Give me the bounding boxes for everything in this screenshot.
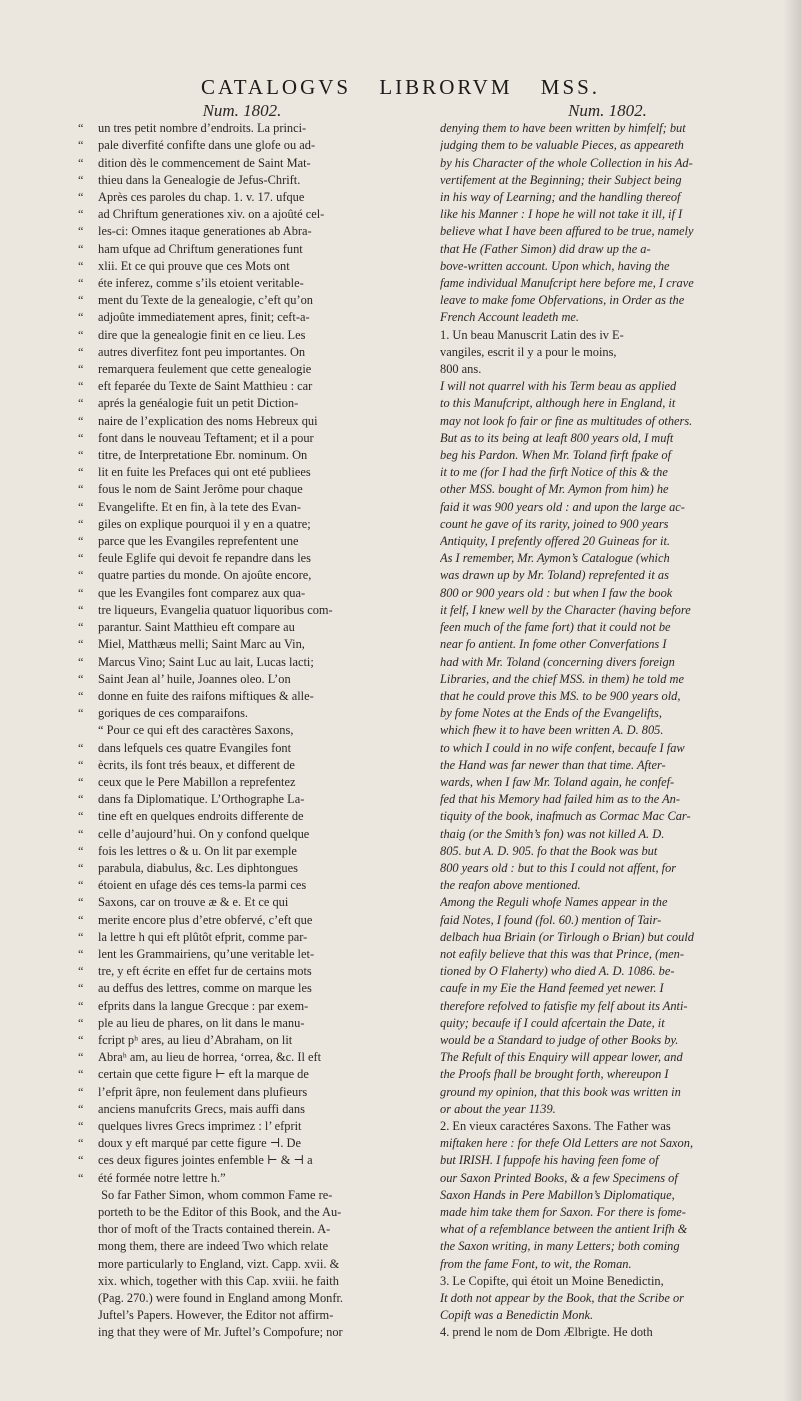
text-line: vangiles, escrit il y a pour le moins,	[440, 344, 617, 359]
text-line: quity; becaufe if I could afcertain the Date, it	[440, 1015, 665, 1030]
text-line: wards, when I faw Mr. Toland again, he confef-	[440, 774, 675, 789]
quote-mark: “	[78, 430, 84, 445]
text-line: would be a Standard to judge of other Books by.	[440, 1032, 679, 1047]
text-line	[78, 654, 406, 671]
text-line	[78, 258, 406, 275]
line-text: étoient en ufage dés ces tems-la parmi ces	[98, 878, 307, 893]
text-line	[78, 1221, 406, 1238]
line-text: ple au lieu de phares, on lit dans le manu-	[98, 1015, 305, 1030]
text-line	[78, 602, 406, 619]
quote-mark: “	[78, 190, 84, 205]
text-line: ground my opinion, that this book was written in	[440, 1084, 681, 1099]
text-line	[78, 1135, 406, 1152]
line-text: pale diverfité confifte dans une glofe ou ad-	[98, 138, 316, 153]
line-text: giles on explique pourquoi il y en a quatre;	[98, 516, 311, 531]
line-text: celle d’aujourd’hui. On y confond quelque	[98, 826, 310, 841]
line-text: font dans le nouveau Teftament; et il a pour	[98, 430, 314, 445]
quote-mark: “	[78, 706, 84, 721]
line-text: more particularly to England, vizt. Capp. xvii. &	[98, 1256, 340, 1271]
quote-mark: “	[78, 241, 84, 256]
text-line	[78, 894, 406, 911]
line-text: dans fa Diplomatique. L’Orthographe La-	[98, 792, 305, 807]
line-text: Abraʰ am, au lieu de horrea, ʻorrea, &c. Il eft	[98, 1050, 322, 1065]
text-line: the Hand was far newer than that time. After-	[440, 757, 666, 772]
text-line: believe what I have been affured to be true, namely	[440, 224, 694, 239]
text-line: 805. but A. D. 905. fo that the Book was but	[440, 843, 658, 858]
quote-mark: “	[78, 671, 84, 686]
quote-mark: “	[78, 946, 84, 961]
line-text: xix. which, together with this Cap. xviii. he faith	[98, 1273, 339, 1288]
text-line: miftaken here : for thefe Old Letters are not Saxon,	[440, 1136, 694, 1151]
line-text: lit en fuite les Prefaces qui ont eté publiees	[98, 465, 311, 480]
line-text: eft feparée du Texte de Saint Matthieu : car	[98, 379, 313, 394]
text-line: near fo antient. In fome other Converfations I	[440, 637, 667, 652]
text-line: therefore refolved to fatisfie my felf about its Anti-	[440, 998, 688, 1013]
text-line	[78, 1273, 406, 1290]
line-text: certain que cette figure ⊢ eft la marque de	[98, 1067, 309, 1082]
text-line: delbach hua Briain (or Tirlough o Brian) but could	[440, 929, 695, 944]
text-line	[78, 946, 406, 963]
text-line: bove-written account. Upon which, having the	[440, 258, 670, 273]
text-line: by his Character of the whole Collection in his Ad-	[440, 155, 693, 170]
quote-mark: “	[78, 585, 84, 600]
text-line	[78, 843, 406, 860]
text-line: I will not quarrel with his Term beau as applied	[440, 379, 677, 394]
quote-mark: “	[78, 138, 84, 153]
text-line	[78, 808, 406, 825]
text-line: It doth not appear by the Book, that the Scribe or	[440, 1291, 684, 1306]
quote-mark: “	[78, 121, 84, 136]
text-line	[78, 1152, 406, 1169]
line-text: quelques livres Grecs imprimez : l’ efprit	[98, 1118, 302, 1133]
text-line	[78, 791, 406, 808]
quote-mark: “	[78, 1153, 84, 1168]
line-text: ces deux figures jointes enfemble ⊢ & ⊣ a	[98, 1153, 313, 1168]
quote-mark: “	[78, 465, 84, 480]
text-line: But as to its being at leaft 800 years old, I muft	[440, 430, 674, 445]
text-line	[78, 1324, 406, 1341]
text-line	[78, 550, 406, 567]
header-catalogvs: CATALOGVS	[200, 75, 352, 99]
text-line	[78, 1307, 406, 1324]
quote-mark: “	[78, 792, 84, 807]
quote-mark: “	[78, 964, 84, 979]
quote-mark: “	[78, 379, 84, 394]
text-line: the reafon above mentioned.	[440, 878, 581, 893]
text-line	[78, 774, 406, 791]
quote-mark: “	[78, 344, 84, 359]
text-line	[78, 963, 406, 980]
line-text: quatre parties du monde. On ajoûte encore,	[98, 568, 312, 583]
text-line	[78, 929, 406, 946]
text-line	[78, 826, 406, 843]
text-line: 4. prend le nom de Dom Ælbrigte. He doth	[440, 1325, 653, 1340]
quote-mark: “	[78, 172, 84, 187]
line-text: donne en fuite des raifons miftiques & alle-	[98, 688, 314, 703]
quote-mark: “	[78, 912, 84, 927]
line-text: fcript pʰ ares, au lieu d’Abraham, on lit	[98, 1032, 293, 1047]
line-text: efprits dans la langue Grecque : par exem-	[98, 998, 309, 1013]
text-line: 800 or 900 years old : but when I faw the book	[440, 585, 673, 600]
quote-mark: “	[78, 516, 84, 531]
text-line	[78, 1032, 406, 1049]
text-line	[78, 413, 406, 430]
quote-mark: “	[78, 809, 84, 824]
text-line	[78, 516, 406, 533]
entry-number-heading: Num. 1802.	[202, 101, 282, 120]
text-line	[78, 533, 406, 550]
text-line: it felf, I knew well by the Character (having before	[440, 602, 691, 617]
text-line: the Proofs fhall be brought forth, whereupon I	[440, 1067, 669, 1082]
text-line: from the fame Font, to wit, the Roman.	[440, 1256, 632, 1271]
line-text: Saint Jean al’ huile, Joannes oleo. L’on	[98, 671, 291, 686]
text-line	[78, 1238, 406, 1255]
text-line	[78, 1084, 406, 1101]
quote-mark: “	[78, 413, 84, 428]
text-line: count he gave of its rarity, joined to 900 years	[440, 516, 669, 531]
line-text: anciens manufcrits Grecs, mais auffi dans	[98, 1101, 305, 1116]
line-text: parce que les Evangiles reprefentent une	[98, 534, 299, 549]
quote-mark: “	[78, 620, 84, 635]
text-line	[78, 172, 406, 189]
text-line: by fome Notes at the Ends of the Evangelifts,	[440, 706, 662, 721]
line-text: ing that they were of Mr. Juftel’s Compofure; nor	[98, 1325, 343, 1340]
text-line: 800 years old : but to this I could not affent, for	[440, 860, 677, 875]
line-text: doux y eft marqué par cette figure ⊣. De	[98, 1136, 301, 1151]
line-text: fois les lettres o & u. On lit par exemple	[98, 843, 297, 858]
text-line	[78, 980, 406, 997]
text-line	[78, 740, 406, 757]
text-line: in his way of Learning; and the handling thereof	[440, 190, 681, 205]
text-line	[78, 241, 406, 258]
line-text: que les Evangiles font comparez aux qua-	[98, 585, 306, 600]
line-text: feule Eglife qui devoit fe repandre dans les	[98, 551, 311, 566]
line-text: dans lefquels ces quatre Evangiles font	[98, 740, 292, 755]
text-line: what of a refemblance between the antient Irifh &	[440, 1222, 688, 1237]
quote-mark: “	[78, 757, 84, 772]
quote-mark: “	[78, 1118, 84, 1133]
text-line	[78, 309, 406, 326]
left-column	[78, 102, 406, 1342]
line-text: lent les Grammairiens, qu’une veritable let-	[98, 946, 315, 961]
running-header	[0, 75, 801, 100]
text-line	[78, 860, 406, 877]
text-line	[78, 206, 406, 223]
text-line	[78, 1101, 406, 1118]
text-line	[78, 395, 406, 412]
line-text: ècrits, ils font trés beaux, et different de	[98, 757, 295, 772]
text-line	[78, 1204, 406, 1221]
quote-mark: “	[78, 276, 84, 291]
quote-mark: “	[78, 499, 84, 514]
text-line: faid Notes, I found (fol. 60.) mention of Tair-	[440, 912, 662, 927]
text-line: faid it was 900 years old : and upon the large ac-	[440, 499, 685, 514]
quote-mark: “	[78, 826, 84, 841]
text-line: Antiquity, I prefently offered 20 Guineas for it.	[440, 534, 670, 549]
text-line	[78, 499, 406, 516]
quote-mark: “	[78, 1084, 84, 1099]
text-line	[78, 275, 406, 292]
text-line	[78, 912, 406, 929]
quote-mark: “	[78, 207, 84, 222]
text-line: like his Manner : I hope he will not take it ill, if I	[440, 207, 683, 222]
line-text: titre, de Interpretatione Ebr. nominum. On	[98, 448, 308, 463]
quote-mark: “	[78, 482, 84, 497]
quote-mark: “	[78, 878, 84, 893]
quote-mark: “	[78, 1032, 84, 1047]
text-line	[78, 1015, 406, 1032]
quote-mark: “	[78, 551, 84, 566]
line-text: thor of moft of the Tracts contained therein. A-	[98, 1222, 331, 1237]
text-line: our Saxon Printed Books, & a few Specimens of	[440, 1170, 678, 1185]
text-line	[78, 998, 406, 1015]
line-text: porteth to be the Editor of this Book, and the Au-	[98, 1205, 342, 1219]
quote-mark: “	[78, 1170, 84, 1185]
text-line: The Refult of this Enquiry will appear lower, and	[440, 1050, 683, 1065]
quote-mark: “	[78, 396, 84, 411]
line-text: thieu dans la Genealogie de Jefus-Chrift.	[98, 172, 301, 187]
quote-mark: “	[78, 1015, 84, 1030]
text-line: that he could prove this MS. to be 900 years old,	[440, 688, 681, 703]
line-text: parantur. Saint Matthieu eft compare au	[98, 620, 295, 635]
text-line: tiquity of the book, inafmuch as Cormac Mac Car-	[440, 809, 691, 824]
text-line	[78, 1187, 406, 1204]
line-text: Juftel’s Papers. However, the Editor not affirm-	[98, 1308, 334, 1323]
line-text: la lettre h qui eft plûtôt efprit, comme par-	[98, 929, 308, 944]
text-line	[78, 137, 406, 154]
quote-mark: “	[78, 310, 84, 325]
header-mss: MSS.	[540, 75, 601, 99]
text-line: made him take them for Saxon. For there is fome-	[440, 1205, 686, 1219]
line-text: les-ci: Omnes itaque generationes ab Abra-	[98, 224, 312, 239]
entry-number-heading: Num. 1802.	[568, 101, 647, 120]
text-line: vertifement at the Beginning; their Subject being	[440, 172, 682, 187]
text-line: Saxon Hands in Pere Mabillon’s Diplomatique,	[440, 1187, 675, 1202]
quote-mark: “	[78, 981, 84, 996]
text-line	[78, 292, 406, 309]
line-text: “ Pour ce qui eft des caractères Saxons,	[98, 723, 294, 738]
text-line	[78, 1118, 406, 1135]
text-line	[78, 378, 406, 395]
text-line	[78, 189, 406, 206]
text-line: 3. Le Copifte, qui étoit un Moine Benedictin,	[440, 1273, 664, 1288]
quote-mark: “	[78, 568, 84, 583]
text-line	[78, 430, 406, 447]
text-line: had with Mr. Toland (concerning divers foreign	[440, 654, 675, 669]
text-line: the Saxon writing, in many Letters; both coming	[440, 1239, 680, 1254]
quote-mark: “	[78, 1101, 84, 1116]
text-line: Copift was a Benedictin Monk.	[440, 1308, 594, 1323]
line-text: goriques de ces comparaifons.	[98, 706, 249, 721]
line-text: tine eft en quelques endroits differente de	[98, 809, 304, 824]
line-text: dire que la genealogie finit en ce lieu. Les	[98, 327, 306, 342]
line-text: autres diverfitez font peu importantes. On	[98, 344, 306, 359]
line-text: (Pag. 270.) were found in England among Monfr.	[98, 1291, 344, 1306]
text-line	[78, 722, 406, 739]
text-line: caufe in my Eie the Hand feemed yet newer. I	[440, 981, 664, 996]
text-line: not eafily believe that this was that Prince, (men-	[440, 946, 684, 961]
line-text: été formée notre lettre h.”	[98, 1170, 226, 1185]
quote-mark: “	[78, 1136, 84, 1151]
text-line: beg his Pardon. When Mr. Toland firft fpake of	[440, 448, 672, 463]
text-line: tioned by O Flaherty) who died A. D. 1086. be-	[440, 964, 675, 979]
line-text: Miel, Matthæus melli; Saint Marc au Vin,	[98, 637, 305, 652]
quote-mark: “	[78, 929, 84, 944]
text-line: fame individual Manufcript here before me, I crave	[440, 276, 694, 291]
line-text: au deffus des lettres, comme on marque les	[98, 981, 312, 996]
quote-mark: “	[78, 602, 84, 617]
quote-mark: “	[78, 1067, 84, 1082]
text-line: feen much of the fame fort) that it could not be	[440, 620, 671, 635]
text-line: leave to make fome Obfervations, in Order as the	[440, 293, 685, 308]
text-line	[78, 705, 406, 722]
line-text: Après ces paroles du chap. 1. v. 17. ufque	[98, 190, 305, 205]
text-line: As I remember, Mr. Aymon’s Catalogue (which	[440, 551, 670, 566]
quote-mark: “	[78, 1050, 84, 1065]
line-text: parabula, diabulus, &c. Les diphtongues	[98, 860, 298, 875]
text-line	[78, 223, 406, 240]
line-text: ceux que le Pere Mabillon a reprefentez	[98, 774, 296, 789]
text-line	[78, 327, 406, 344]
text-line	[78, 1290, 406, 1307]
text-line: 2. En vieux caractéres Saxons. The Father was	[440, 1118, 671, 1133]
quote-mark: “	[78, 362, 84, 377]
text-line	[78, 636, 406, 653]
text-line: thaig (or the Smith’s fon) was not killed A. D.	[440, 826, 665, 841]
text-line: denying them to have been written by himfelf; but	[440, 121, 686, 136]
line-text: dition dès le commencement de Saint Mat-	[98, 155, 311, 170]
text-line	[78, 688, 406, 705]
line-text: So far Father Simon, whom common Fame re-	[98, 1187, 333, 1202]
quote-mark: “	[78, 448, 84, 463]
text-line: to this Manufcript, although here in England, it	[440, 396, 676, 411]
line-text: fous le nom de Saint Jerôme pour chaque	[98, 482, 303, 497]
text-line: Among the Reguli whofe Names appear in the	[440, 895, 668, 910]
text-line	[78, 447, 406, 464]
line-text: éte inferez, comme s’ils etoient veritable-	[98, 276, 304, 291]
line-text: remarquera feulement que cette genealogie	[98, 362, 312, 377]
quote-mark: “	[78, 740, 84, 755]
line-text: ad Chriftum generationes xiv. on a ajoûté cel-	[98, 207, 325, 222]
line-text: ham ufque ad Chriftum generationes funt	[98, 241, 303, 256]
quote-mark: “	[78, 774, 84, 789]
text-line	[78, 1049, 406, 1066]
text-line: it to me (for I had the firft Notice of this & the	[440, 465, 668, 480]
right-column	[440, 102, 775, 1342]
line-text: xlii. Et ce qui prouve que ces Mots ont	[98, 258, 290, 273]
text-line	[78, 1066, 406, 1083]
line-text: un tres petit nombre d’endroits. La princi-	[98, 121, 307, 136]
text-line: other MSS. bought of Mr. Aymon from him) he	[440, 482, 669, 497]
text-line: judging them to be valuable Pieces, as appeareth	[440, 138, 684, 153]
quote-mark: “	[78, 155, 84, 170]
text-line	[78, 344, 406, 361]
text-line	[78, 464, 406, 481]
text-line: 1. Un beau Manuscrit Latin des iv E-	[440, 327, 624, 342]
quote-mark: “	[78, 688, 84, 703]
quote-mark: “	[78, 293, 84, 308]
quote-mark: “	[78, 654, 84, 669]
quote-mark: “	[78, 224, 84, 239]
text-line: but IRISH. I fuppofe his having feen fome of	[440, 1153, 659, 1168]
text-line	[78, 155, 406, 172]
text-line: that He (Father Simon) did draw up the a-	[440, 241, 651, 256]
quote-mark: “	[78, 637, 84, 652]
line-text: aprés la genéalogie fuit un petit Diction-	[98, 396, 299, 411]
text-line	[78, 481, 406, 498]
text-line: may not look fo fair or fine as multitudes of others.	[440, 413, 693, 428]
line-text: mong them, there are indeed Two which relate	[98, 1239, 329, 1254]
line-text: adjoûte immediatement apres, finit; ceft-a-	[98, 310, 310, 325]
line-text: Saxons, car on trouve æ & e. Et ce qui	[98, 895, 289, 910]
quote-mark: “	[78, 843, 84, 858]
quote-mark: “	[78, 895, 84, 910]
text-line	[78, 120, 406, 137]
text-line: to which I could in no wife confent, becaufe I faw	[440, 740, 685, 755]
quote-mark: “	[78, 534, 84, 549]
text-line: fed that his Memory had failed him as to the An-	[440, 792, 680, 807]
line-text: tre, y eft écrite en effet fur de certains mots	[98, 964, 312, 979]
text-line	[78, 585, 406, 602]
quote-mark: “	[78, 258, 84, 273]
line-text: Marcus Vino; Saint Luc au lait, Lucas lacti;	[98, 654, 314, 669]
text-line: was drawn up by Mr. Toland) reprefented it as	[440, 568, 669, 583]
text-line	[78, 671, 406, 688]
quote-mark: “	[78, 998, 84, 1013]
text-line: which fhew it to have been written A. D. 805.	[440, 723, 664, 738]
text-line: French Account leadeth me.	[440, 310, 580, 325]
line-text: tre liqueurs, Evangelia quatuor liquoribus com-	[98, 602, 333, 617]
text-line: Libraries, and the chief MSS. in them) he told me	[440, 671, 684, 686]
text-line: or about the year 1139.	[440, 1101, 556, 1116]
line-text: l’efprit âpre, non feulement dans plufieurs	[98, 1084, 308, 1099]
quote-mark: “	[78, 860, 84, 875]
line-text: Evangelifte. Et en fin, à la tete des Evan-	[98, 499, 301, 514]
quote-mark: “	[78, 327, 84, 342]
line-text: ment du Texte de la genealogie, c’eft qu’on	[98, 293, 313, 308]
text-line	[78, 567, 406, 584]
text-line	[78, 877, 406, 894]
text-line: 800 ans.	[440, 362, 482, 377]
page-edge-shadow	[783, 0, 801, 1401]
text-line	[78, 1256, 406, 1273]
text-line	[78, 757, 406, 774]
text-line	[78, 361, 406, 378]
header-librorvm: LIBRORVM	[379, 75, 513, 99]
line-text: merite encore plus d’etre obfervé, c’eft que	[98, 912, 313, 927]
text-line	[78, 1170, 406, 1187]
text-line	[78, 619, 406, 636]
line-text: naire de l’explication des noms Hebreux qui	[98, 413, 318, 428]
